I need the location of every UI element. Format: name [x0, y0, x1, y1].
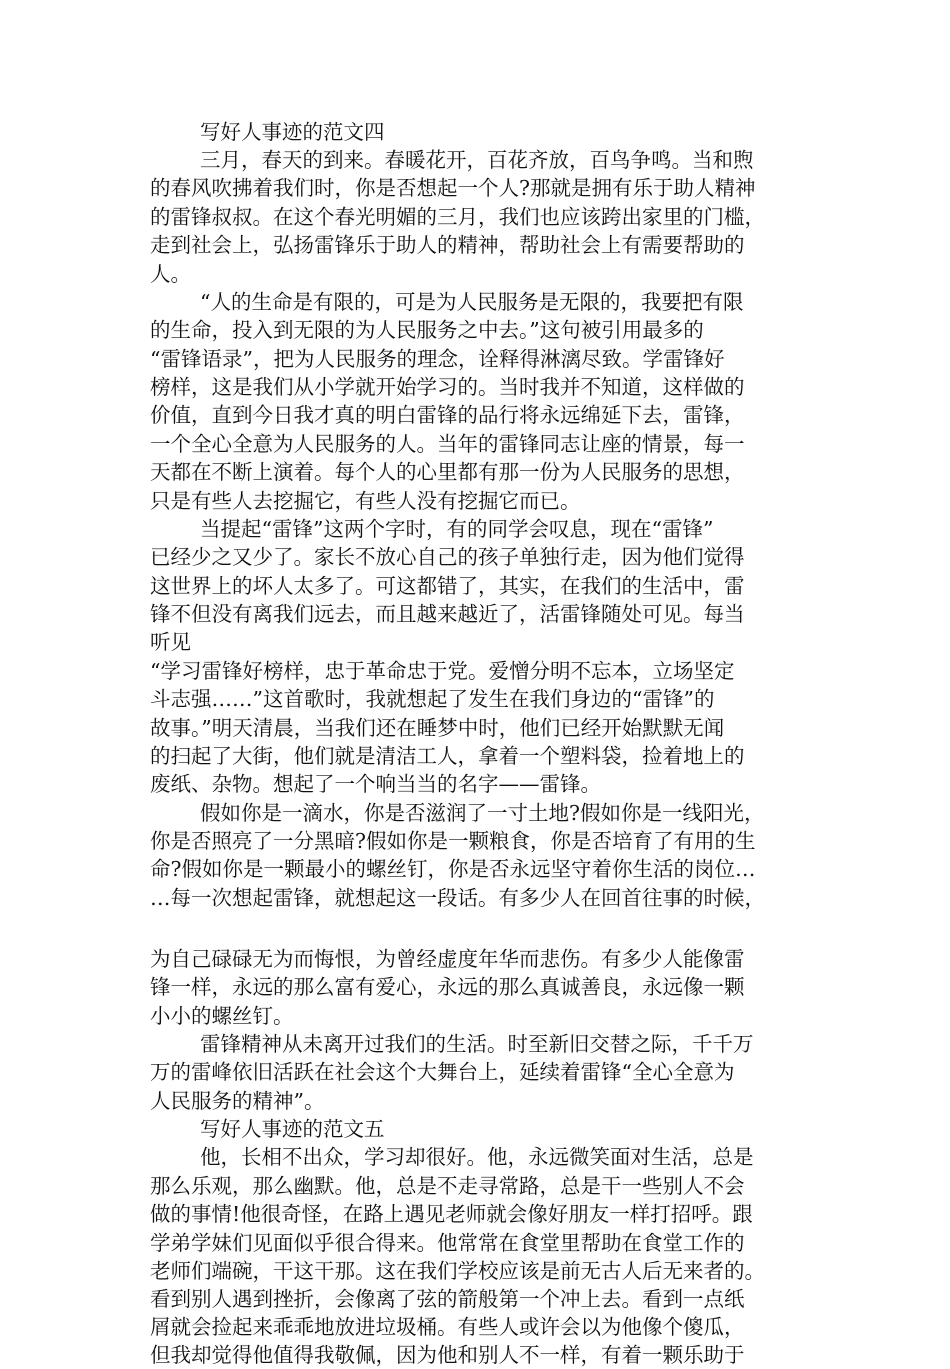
paragraph-line: 的生命，投入到无限的为人民服务之中去。”这句被引用最多的 — [150, 318, 704, 342]
paragraph-line: 锋一样，永远的那么富有爱心，永远的那么真诚善良，永远像一颗 — [150, 975, 745, 999]
paragraph-line: 他，长相不出众，学习却很好。他，永远微笑面对生活，总是 — [200, 1145, 754, 1169]
section-title: 写好人事迹的范文五 — [200, 1117, 385, 1141]
paragraph-line: 看到别人遇到挫折，会像离了弦的箭般第一个冲上去。看到一点纸 — [150, 1287, 745, 1311]
paragraph-line: 一个全心全意为人民服务的人。当年的雷锋同志让座的情景，每一 — [150, 432, 745, 456]
paragraph-line: 只是有些人去挖掘它，有些人没有挖掘它而已。 — [150, 489, 581, 513]
paragraph-line: 但我却觉得他值得我敬佩，因为他和别人不一样，有着一颗乐助于 — [150, 1343, 745, 1367]
paragraph-line: 做的事情!他很奇怪，在路上遇见老师就会像好朋友一样打招呼。跟 — [150, 1202, 753, 1226]
paragraph-line: 假如你是一滴水，你是否滋润了一寸土地?假如你是一线阳光， — [200, 801, 765, 825]
paragraph-line: 人。 — [150, 262, 191, 286]
paragraph-line: 老师们端碗，干这干那。这在我们学校应该是前无古人后无来者的。 — [150, 1259, 765, 1283]
paragraph-line: …每一次想起雷锋，就想起这一段话。有多少人在回首往事的时候， — [150, 886, 765, 910]
paragraph-line: “雷锋语录”，把为人民服务的理念，诠释得淋漓尽致。学雷锋好 — [150, 347, 725, 371]
paragraph-line: 故事。”明天清晨，当我们还在睡梦中时，他们已经开始默默无闻 — [150, 716, 725, 740]
paragraph-line: 榜样，这是我们从小学就开始学习的。当时我并不知道，这样做的 — [150, 375, 745, 399]
paragraph-line: 学弟学妹们见面似乎很合得来。他常常在食堂里帮助在食堂工作的 — [150, 1231, 745, 1255]
paragraph-line: 的雷锋叔叔。在这个春光明媚的三月，我们也应该跨出家里的门槛， — [150, 205, 765, 229]
paragraph-line: “学习雷锋好榜样，忠于革命忠于党。爱憎分明不忘本，立场坚定 — [150, 659, 735, 683]
paragraph-line: 的扫起了大街，他们就是清洁工人，拿着一个塑料袋，捡着地上的 — [150, 744, 745, 768]
paragraph-line: 命?假如你是一颗最小的螺丝钉，你是否永远坚守着你生活的岗位… — [150, 857, 756, 881]
paragraph-line: 屑就会捡起来乖乖地放进垃圾桶。有些人或许会以为他像个傻瓜， — [150, 1315, 745, 1339]
paragraph-line: 你是否照亮了一分黑暗?假如你是一颗粮食，你是否培育了有用的生 — [150, 829, 756, 853]
paragraph-line: 斗志强……”这首歌时，我就想起了发生在我们身边的“雷锋”的 — [150, 687, 715, 711]
paragraph-line: 万的雷峰依旧活跃在社会这个大舞台上，延续着雷锋“全心全意为 — [150, 1060, 735, 1084]
paragraph-line: 那么乐观，那么幽默。他，总是不走寻常路，总是干一些别人不会 — [150, 1174, 745, 1198]
paragraph-line: 的春风吹拂着我们时，你是否想起一个人?那就是拥有乐于助人精神 — [150, 176, 756, 200]
paragraph-line: 价值，直到今日我才真的明白雷锋的品行将永远绵延下去，雷锋， — [150, 403, 745, 427]
paragraph-line: 锋不但没有离我们远去，而且越来越近了，活雷锋随处可见。每当 — [150, 602, 745, 626]
paragraph-line: 人民服务的精神”。 — [150, 1089, 325, 1113]
paragraph-line: 小小的螺丝钉。 — [150, 1004, 294, 1028]
paragraph-line: 这世界上的坏人太多了。可这都错了，其实，在我们的生活中，雷 — [150, 574, 745, 598]
paragraph-line: 天都在不断上演着。每个人的心里都有那一份为人民服务的思想， — [150, 460, 745, 484]
paragraph-line: 已经少之又少了。家长不放心自己的孩子单独行走，因为他们觉得 — [150, 545, 745, 569]
paragraph-line: 当提起“雷锋”这两个字时，有的同学会叹息，现在“雷锋” — [200, 517, 714, 541]
paragraph-line: “人的生命是有限的，可是为人民服务是无限的，我要把有限 — [200, 290, 744, 314]
paragraph-line: 雷锋精神从未离开过我们的生活。时至新旧交替之际，千千万 — [200, 1032, 754, 1056]
paragraph-line: 走到社会上，弘扬雷锋乐于助人的精神，帮助社会上有需要帮助的 — [150, 233, 745, 257]
paragraph-line: 三月，春天的到来。春暖花开，百花齐放，百鸟争鸣。当和煦 — [200, 148, 754, 172]
paragraph-line: 为自己碌碌无为而悔恨，为曾经虚度年华而悲伤。有多少人能像雷 — [150, 947, 745, 971]
paragraph-line: 听见 — [150, 630, 191, 654]
section-title: 写好人事迹的范文四 — [200, 120, 385, 144]
paragraph-line: 废纸、杂物。想起了一个响当当的名字——雷锋。 — [150, 772, 601, 796]
